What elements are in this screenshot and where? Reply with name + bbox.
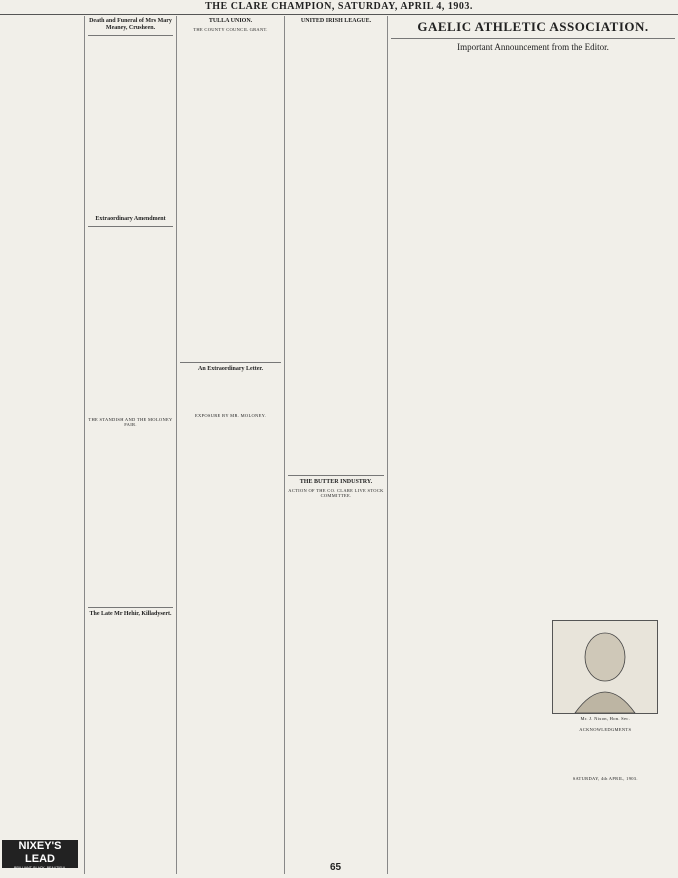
column-1-text (3, 16, 81, 21)
headline-extraordinary-letter: An Extraordinary Letter. (198, 366, 263, 372)
headline-standish-fair: THE STANDISH AND THE MOLONEY FAIR. (88, 417, 173, 427)
divider (180, 362, 281, 363)
masthead: THE CLARE CHAMPION, SATURDAY, APRIL 4, 1903. (0, 0, 678, 15)
gaa-left-column (391, 56, 531, 816)
column-1 (0, 16, 85, 874)
page-number: 65 (330, 862, 342, 873)
ad-brand: NIXEY'S (18, 840, 62, 852)
ad-tagline: BRILLIANT, BLACK, BEAUTIFUL (14, 866, 66, 870)
acknowledgments-heading: ACKNOWLEDGMENTS (579, 727, 632, 732)
portrait-sketch-icon (553, 621, 657, 713)
divider (88, 35, 173, 36)
column-3 (177, 16, 285, 874)
headline-amendment: Extraordinary Amendment (95, 216, 166, 222)
subhead-live-stock-committee: ACTION OF THE CO. CLARE LIVE STOCK COMMITTEE. (288, 488, 384, 498)
headline-tulla-union: TULLA UNION. (208, 18, 253, 24)
column-gaa (388, 16, 678, 874)
ad-product: LEAD (25, 853, 55, 865)
column-4 (285, 16, 388, 874)
divider (391, 38, 675, 39)
portrait-caption: Mr. J. Nixon, Hon. Sec. (580, 716, 631, 721)
divider (88, 226, 173, 227)
column-2 (85, 16, 177, 874)
nixeys-lead-advertisement (2, 840, 78, 868)
gaa-subtitle: Important Announcement from the Editor. (457, 42, 609, 52)
headline-death-funeral: Death and Funeral of Mrs Mary Meaney, Crusheen. (89, 18, 172, 31)
issue-date: SATURDAY, 4th APRIL, 1903. (572, 776, 638, 781)
headline-united-irish-league: UNITED IRISH LEAGUE. (300, 18, 372, 24)
divider (288, 475, 384, 476)
divider (88, 607, 173, 608)
headline-late-mr-hehir: The Late Mr Hehir, Killadysert. (89, 611, 172, 617)
portrait-image (552, 620, 658, 714)
gaa-body (391, 56, 675, 816)
headline-butter-industry: THE BUTTER INDUSTRY. (299, 479, 373, 485)
subhead-county-council-grant: THE COUNTY COUNCIL GRANT. (193, 27, 268, 32)
subhead-exposure: EXPOSURE BY MR. MOLONEY. (194, 413, 267, 418)
gaa-right-column (536, 56, 676, 816)
gaa-title: GAELIC ATHLETIC ASSOCIATION. (417, 19, 649, 34)
